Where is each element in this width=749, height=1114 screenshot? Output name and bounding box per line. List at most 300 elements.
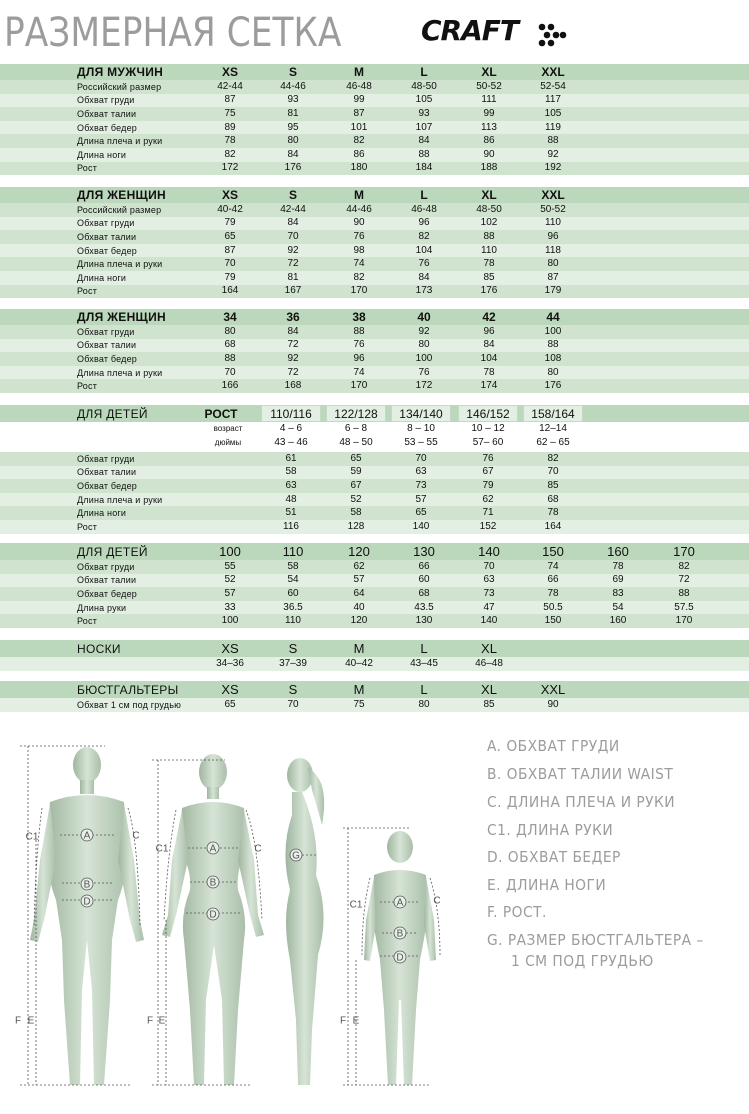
table-cell: 92: [287, 244, 299, 256]
table-cell: 76: [418, 366, 430, 378]
table-cell: 72: [678, 574, 690, 586]
svg-text:C: C: [254, 843, 262, 855]
women-numeric-size-5: 44: [546, 310, 560, 324]
table-cell: 65: [350, 452, 362, 464]
svg-text:B: B: [83, 879, 91, 891]
table-cell: 90: [353, 217, 365, 229]
socks-size-3: L: [420, 641, 428, 656]
men-size-4: XL: [481, 65, 497, 79]
table-cell: 83: [612, 587, 624, 599]
table-cell: 100: [544, 325, 562, 337]
table-cell: 50.5: [543, 601, 563, 613]
women-numeric-size-1: 36: [286, 310, 300, 324]
table-cell: 108: [544, 352, 562, 364]
table-cell: 92: [418, 325, 430, 337]
women-letter-size-4: XL: [481, 188, 497, 202]
svg-text:A: A: [83, 830, 91, 842]
table-row: [0, 134, 749, 148]
women-numeric-title: ДЛЯ ЖЕНЩИН: [77, 310, 166, 324]
row-label: Обхват 1 см под грудью: [77, 700, 182, 710]
socks-size-1: S: [288, 641, 298, 656]
row-label: Обхват талии: [77, 575, 137, 586]
kids-age-cell: 8 – 10: [407, 423, 435, 434]
table-cell: 150: [544, 615, 562, 627]
table-cell: 105: [415, 94, 433, 106]
table-cell: 51: [285, 507, 297, 519]
table-row: [0, 352, 749, 366]
table-row: [0, 121, 749, 135]
table-cell: 130: [415, 615, 433, 627]
table-cell: 78: [612, 560, 624, 572]
table-cell: 74: [353, 366, 365, 378]
figure-label-c1: [26, 832, 39, 843]
table-cell: 86: [483, 135, 495, 147]
socks-size-0: XS: [221, 641, 239, 656]
table-cell: 66: [418, 560, 430, 572]
table-cell: 102: [480, 217, 498, 229]
figure-label-f: [15, 1016, 21, 1027]
svg-text:D: D: [396, 952, 404, 964]
men-title: ДЛЯ МУЖЧИН: [77, 65, 164, 79]
kids-size-1: 122/128: [326, 405, 386, 422]
kids-inch-row: [0, 436, 749, 450]
kids-height-title: ДЛЯ ДЕТЕЙ: [77, 406, 148, 421]
table-cell: 116: [283, 520, 299, 532]
figure-label-c: [254, 844, 261, 855]
header: [0, 0, 749, 58]
table-cell: 170: [675, 615, 693, 627]
table-cell: 54: [287, 574, 299, 586]
table-cell: 174: [480, 380, 498, 392]
table-cell: 99: [353, 94, 365, 106]
row-label: Обхват бедер: [77, 122, 137, 133]
table-cell: 164: [544, 520, 562, 532]
table-cell: 88: [483, 230, 495, 242]
bras-size-5: XXL: [540, 682, 566, 697]
row-label: Обхват груди: [77, 95, 135, 106]
svg-text:C1: C1: [155, 843, 169, 855]
table-cell: 85: [483, 271, 495, 283]
table-row: [0, 601, 749, 615]
bras-size-4: XL: [481, 682, 497, 697]
table-cell: 80: [547, 366, 559, 378]
table-cell: 81: [287, 271, 299, 283]
figure-label-f: [147, 1016, 153, 1027]
table-row: [0, 203, 749, 217]
table-cell: 58: [350, 507, 362, 519]
kids2-size-6: 160: [607, 544, 629, 559]
table-cell: 76: [353, 339, 365, 351]
table-cell: 78: [547, 507, 559, 519]
table-row: [0, 217, 749, 231]
table-row: [0, 614, 749, 628]
svg-text:E: E: [27, 1015, 35, 1027]
table-cell: 76: [353, 230, 365, 242]
table-cell: 188: [480, 162, 498, 174]
bras-header-row: [0, 681, 749, 698]
table-cell: 88: [547, 135, 559, 147]
table-cell: 172: [415, 380, 433, 392]
table-cell: 176: [284, 162, 302, 174]
row-label: Обхват талии: [77, 231, 137, 242]
table-cell: 46–48: [475, 658, 503, 669]
svg-text:D: D: [209, 909, 217, 921]
women-letter-size-2: M: [354, 188, 364, 202]
table-cell: 70: [287, 699, 299, 710]
legend-item: G. РАЗМЕР БЮСТГАЛЬТЕРА –: [487, 931, 704, 949]
table-cell: 63: [415, 466, 427, 478]
table-cell: 48-50: [476, 203, 502, 215]
svg-text:F: F: [14, 1015, 22, 1027]
table-cell: 90: [547, 699, 559, 710]
table-cell: 96: [547, 230, 559, 242]
male-figure: [27, 747, 144, 1085]
table-row: [0, 506, 749, 520]
table-cell: 58: [285, 466, 297, 478]
legend-item: E. ДЛИНА НОГИ: [487, 876, 607, 894]
table-cell: 66: [547, 574, 559, 586]
kids2-size-0: 100: [219, 544, 241, 559]
table-cell: 33: [224, 601, 236, 613]
table-row: [0, 80, 749, 94]
svg-text:B: B: [209, 877, 217, 889]
svg-text:C1: C1: [25, 831, 39, 843]
table-cell: 72: [287, 339, 299, 351]
figure-label-a: [394, 896, 406, 909]
table-cell: 80: [224, 325, 236, 337]
table-cell: 70: [483, 560, 495, 572]
table-cell: 87: [353, 107, 365, 119]
table-cell: 84: [483, 339, 495, 351]
table-cell: 75: [224, 107, 236, 119]
table-cell: 82: [678, 560, 690, 572]
table-row: [0, 285, 749, 299]
table-cell: 48-50: [411, 80, 437, 92]
table-row: [0, 698, 749, 712]
women-letter-header-row: [0, 187, 749, 203]
table-row: [0, 244, 749, 258]
legend-item: F. РОСТ.: [487, 903, 547, 921]
bras-title: БЮСТГАЛЬТЕРЫ: [77, 682, 179, 697]
row-label: Российский размер: [77, 204, 162, 215]
table-cell: 59: [350, 466, 362, 478]
figure-label-d: [81, 895, 93, 908]
table-cell: 62: [482, 493, 494, 505]
table-cell: 72: [287, 258, 299, 270]
table-cell: 86: [353, 148, 365, 160]
table-cell: 110: [481, 244, 497, 256]
table-cell: 85: [547, 479, 559, 491]
table-row: [0, 479, 749, 493]
table-cell: 96: [418, 217, 430, 229]
kids-size-0: 110/116: [261, 405, 321, 422]
table-cell: 78: [547, 587, 559, 599]
table-cell: 50-52: [476, 80, 502, 92]
table-cell: 87: [224, 244, 236, 256]
table-cell: 173: [415, 285, 433, 297]
table-cell: 180: [350, 162, 368, 174]
kids-inch-cell: 48 – 50: [339, 437, 373, 448]
table-cell: 73: [483, 587, 495, 599]
svg-text:C1: C1: [349, 899, 363, 911]
table-cell: 65: [224, 699, 236, 710]
table-row: [0, 325, 749, 339]
kids-inch-cell: 62 – 65: [536, 437, 570, 448]
table-cell: 44-46: [346, 203, 372, 215]
table-cell: 168: [284, 380, 302, 392]
kids-age-cell: 10 – 12: [471, 423, 505, 434]
table-cell: 88: [547, 339, 559, 351]
row-label: Длина руки: [77, 602, 127, 613]
table-cell: 120: [350, 615, 368, 627]
table-cell: 100: [415, 352, 433, 364]
table-cell: 52-54: [540, 80, 566, 92]
table-cell: 82: [353, 135, 365, 147]
kids-age-label: возраст: [213, 424, 243, 433]
table-cell: 92: [287, 352, 299, 364]
table-cell: 172: [221, 162, 239, 174]
legend-item: C1. ДЛИНА РУКИ: [487, 821, 614, 839]
figure-label-b: [81, 878, 93, 891]
row-label: Длина плеча и руки: [77, 494, 163, 505]
table-cell: 78: [483, 366, 495, 378]
svg-text:C: C: [433, 895, 441, 907]
socks-header-row: [0, 640, 749, 657]
table-cell: 71: [482, 507, 494, 519]
table-row: [0, 574, 749, 588]
table-cell: 76: [418, 258, 430, 270]
kids2-size-2: 120: [348, 544, 370, 559]
kids2-size-7: 170: [673, 544, 695, 559]
men-size-2: M: [354, 65, 364, 79]
table-cell: 110: [285, 615, 301, 627]
figure-label-e: [159, 1016, 166, 1027]
kids-age-row: [0, 422, 749, 436]
table-cell: 176: [544, 380, 562, 392]
table-row: [0, 366, 749, 380]
socks-size-2: M: [353, 641, 365, 656]
table-cell: 70: [415, 452, 427, 464]
table-row: [0, 271, 749, 285]
svg-text:E: E: [158, 1015, 166, 1027]
table-cell: 64: [353, 587, 365, 599]
legend-item: C. ДЛИНА ПЛЕЧА И РУКИ: [487, 793, 676, 811]
table-cell: 36.5: [283, 601, 303, 613]
row-label: Обхват бедер: [77, 480, 137, 491]
table-row: [0, 230, 749, 244]
table-cell: 40-42: [217, 203, 243, 215]
table-cell: 105: [544, 107, 562, 119]
svg-text:D: D: [83, 896, 91, 908]
row-label: Длина плеча и руки: [77, 259, 163, 270]
women-numeric-size-3: 40: [417, 310, 431, 324]
table-cell: 89: [224, 121, 236, 133]
table-cell: 76: [482, 452, 494, 464]
table-cell: 61: [285, 452, 297, 464]
table-cell: 57: [353, 574, 365, 586]
kids-inch-cell: 53 – 55: [404, 437, 438, 448]
table-cell: 107: [415, 121, 433, 133]
table-cell: 118: [545, 244, 561, 256]
women-letter-size-3: L: [420, 188, 428, 202]
table-row: [0, 560, 749, 574]
table-cell: 179: [544, 285, 562, 297]
women-letter-size-0: XS: [221, 188, 238, 202]
table-cell: 166: [221, 380, 239, 392]
socks-size-4: XL: [481, 641, 497, 656]
table-cell: 62: [353, 560, 365, 572]
table-cell: 78: [224, 135, 236, 147]
table-row: [0, 107, 749, 121]
kids-size-3: 146/152: [458, 405, 518, 422]
table-cell: 84: [287, 148, 299, 160]
kids-height-header-row: [0, 405, 749, 422]
table-cell: 192: [544, 162, 562, 174]
women-numeric-size-0: 34: [223, 310, 237, 324]
table-cell: 43–45: [410, 658, 438, 669]
table-cell: 104: [415, 244, 433, 256]
figure-label-d: [207, 908, 219, 921]
svg-text:G: G: [292, 850, 300, 862]
table-cell: 55: [224, 560, 236, 572]
kids-age-title: ДЛЯ ДЕТЕЙ: [77, 544, 148, 559]
men-size-0: XS: [221, 65, 238, 79]
table-cell: 140: [412, 520, 430, 532]
table-cell: 80: [287, 135, 299, 147]
table-cell: 111: [481, 94, 497, 106]
table-cell: 90: [483, 148, 495, 160]
svg-text:A: A: [396, 897, 404, 909]
figure-label-d: [394, 951, 406, 964]
page-title: РАЗМЕРНАЯ СЕТКА: [4, 10, 342, 56]
table-cell: 70: [287, 230, 299, 242]
figure-label-c1: [350, 900, 363, 911]
row-label: Длина плеча и руки: [77, 367, 163, 378]
table-cell: 87: [224, 94, 236, 106]
table-cell: 80: [418, 339, 430, 351]
kids-height-label: РОСТ: [204, 406, 238, 421]
table-cell: 70: [224, 366, 236, 378]
kids-age-cell: 12–14: [539, 423, 567, 434]
figure-label-c: [433, 896, 440, 907]
row-label: Обхват груди: [77, 326, 135, 337]
socks-title: НОСКИ: [77, 641, 121, 656]
table-cell: 65: [224, 230, 236, 242]
women-numeric-size-4: 42: [482, 310, 496, 324]
figure-label-c: [132, 831, 139, 842]
table-cell: 46-48: [411, 203, 437, 215]
kids-age-cell: 6 – 8: [344, 423, 368, 434]
table-cell: 87: [547, 271, 559, 283]
table-cell: 67: [350, 479, 362, 491]
women-letter-size-5: XXL: [541, 188, 565, 202]
table-cell: 95: [287, 121, 299, 133]
table-cell: 74: [353, 258, 365, 270]
men-size-5: XXL: [541, 65, 565, 79]
table-cell: 176: [480, 285, 498, 297]
table-cell: 75: [353, 699, 365, 710]
women-letter-size-1: S: [288, 188, 297, 202]
table-cell: 48: [285, 493, 297, 505]
svg-text:E: E: [352, 1015, 360, 1027]
men-size-3: L: [420, 65, 428, 79]
table-cell: 96: [353, 352, 365, 364]
row-label: Обхват бедер: [77, 353, 137, 364]
brand-logo: CRAFT: [421, 14, 519, 47]
table-cell: 99: [483, 107, 495, 119]
row-label: Обхват груди: [77, 218, 135, 229]
table-cell: 101: [350, 121, 368, 133]
row-label: Обхват бедер: [77, 588, 137, 599]
table-cell: 184: [415, 162, 433, 174]
table-cell: 85: [483, 699, 495, 710]
table-row: [0, 452, 749, 466]
table-cell: 79: [224, 271, 236, 283]
table-cell: 42-44: [280, 203, 306, 215]
table-cell: 81: [287, 107, 299, 119]
row-label: Длина плеча и руки: [77, 136, 163, 147]
row-label: Рост: [77, 163, 98, 174]
row-label: Рост: [77, 381, 98, 392]
bras-size-1: S: [288, 682, 298, 697]
kids2-size-3: 130: [413, 544, 435, 559]
table-cell: 79: [224, 217, 236, 229]
figure-label-a: [81, 829, 93, 842]
legend-item: 1 СМ ПОД ГРУДЬЮ: [511, 952, 654, 970]
table-cell: 40: [353, 601, 365, 613]
kids-inch-cell: 57– 60: [472, 437, 504, 448]
table-cell: 84: [418, 271, 430, 283]
kids2-size-4: 140: [478, 544, 500, 559]
table-cell: 93: [418, 107, 430, 119]
table-cell: 74: [547, 560, 559, 572]
figure-label-b: [207, 876, 219, 889]
table-cell: 88: [678, 587, 690, 599]
women-letter-title: ДЛЯ ЖЕНЩИН: [77, 188, 166, 202]
table-row: [0, 339, 749, 353]
table-cell: 47: [483, 601, 495, 613]
table-cell: 100: [221, 615, 239, 627]
table-cell: 79: [482, 479, 494, 491]
table-cell: 117: [545, 94, 561, 106]
bras-size-0: XS: [221, 682, 239, 697]
table-cell: 82: [224, 148, 236, 160]
bras-size-2: M: [353, 682, 365, 697]
table-cell: 57.5: [674, 601, 694, 613]
table-cell: 80: [547, 258, 559, 270]
table-cell: 63: [285, 479, 297, 491]
men-header-row: [0, 64, 749, 80]
table-cell: 78: [483, 258, 495, 270]
table-cell: 96: [483, 325, 495, 337]
figure-label-e: [353, 1016, 360, 1027]
table-cell: 84: [287, 325, 299, 337]
table-cell: 104: [480, 352, 498, 364]
table-row: [0, 520, 749, 534]
table-cell: 82: [418, 230, 430, 242]
table-cell: 72: [287, 366, 299, 378]
figure-label-f: [340, 1016, 346, 1027]
row-label: Обхват груди: [77, 453, 135, 464]
table-cell: 140: [480, 615, 498, 627]
kids-inch-cell: 43 – 46: [274, 437, 308, 448]
table-cell: 98: [353, 244, 365, 256]
socks-values-row: [0, 657, 749, 671]
kids-inch-label: дюймы: [214, 438, 242, 447]
table-cell: 37–39: [279, 658, 307, 669]
table-cell: 63: [483, 574, 495, 586]
svg-text:F: F: [339, 1015, 347, 1027]
